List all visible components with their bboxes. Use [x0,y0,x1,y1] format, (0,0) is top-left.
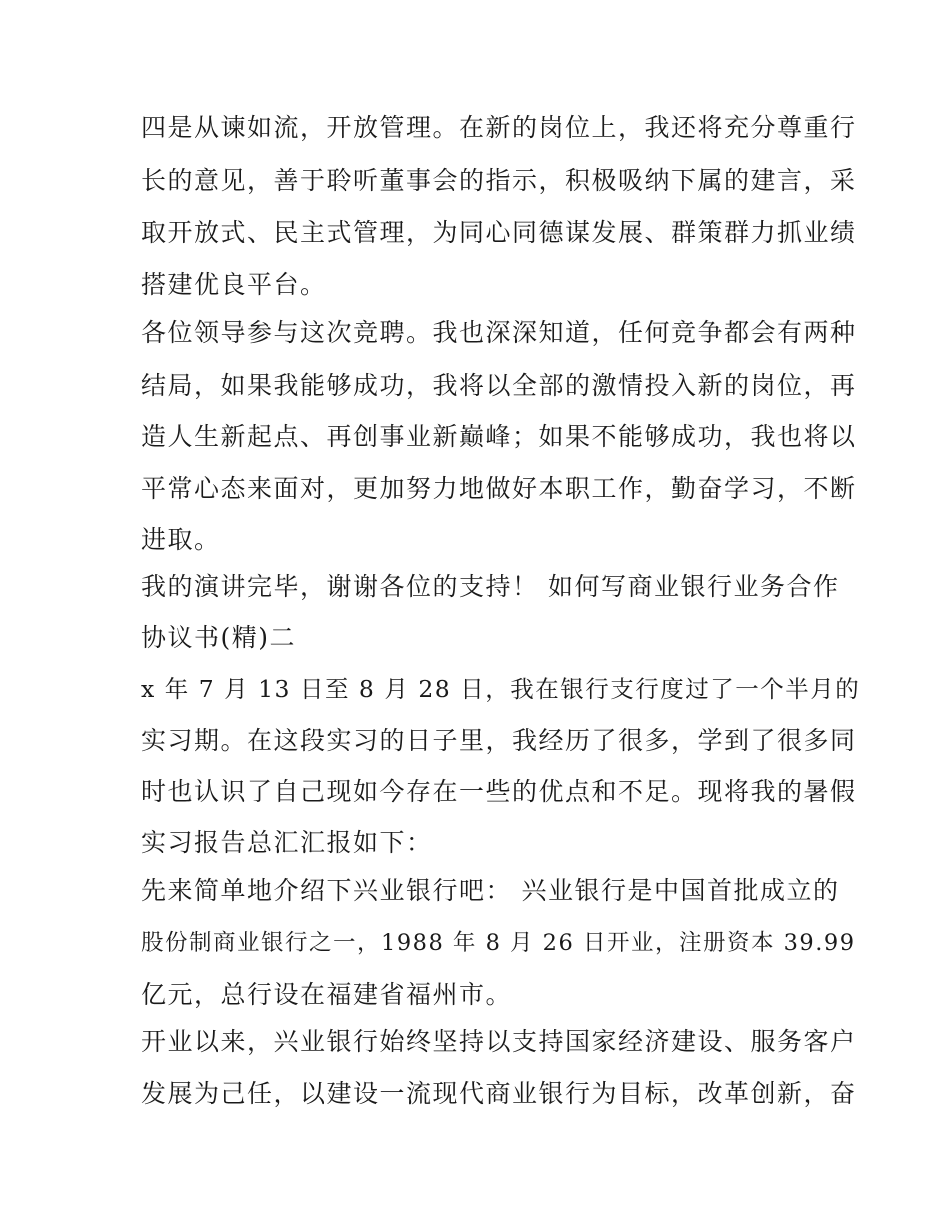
text-line: 四是从谏如流，开放管理。在新的岗位上，我还将充分尊重行 [141,113,857,142]
text-line: 协议书(精)二 [141,623,297,652]
text-line: 先来简单地介绍下兴业银行吧： 兴业银行是中国首批成立的 [141,876,840,905]
text-line: 我的演讲完毕，谢谢各位的支持！ 如何写商业银行业务合作 [141,572,840,601]
text-line: 实习期。在这段实习的日子里，我经历了很多，学到了很多同 [141,726,857,755]
text-line: 平常心态来面对，更加努力地做好本职工作，勤奋学习，不断 [141,474,857,503]
text-line: 结局，如果我能够成功，我将以全部的激情投入新的岗位，再 [141,371,857,400]
text-line: 搭建优良平台。 [141,270,327,299]
text-line: 进取。 [141,525,221,554]
text-line: 时也认识了自己现如今存在一些的优点和不足。现将我的暑假 [141,777,857,806]
text-line: 实习报告总汇汇报如下： [141,828,433,857]
text-line: 长的意见，善于聆听董事会的指示，积极吸纳下属的建言，采 [141,166,857,195]
text-line: x 年 7 月 13 日至 8 月 28 日，我在银行支行度过了一个半月的 [141,675,861,703]
text-line: 各位领导参与这次竞聘。我也深深知道，任何竞争都会有两种 [141,318,857,347]
text-line: 取开放式、民主式管理，为同心同德谋发展、群策群力抓业绩 [141,218,857,247]
text-line: 开业以来，兴业银行始终坚持以支持国家经济建设、服务客户 [141,1027,857,1056]
text-line: 发展为己任，以建设一流现代商业银行为目标，改革创新，奋 [141,1079,857,1108]
text-line: 股份制商业银行之一，1988 年 8 月 26 日开业，注册资本 39.99 [141,930,856,956]
text-line: 亿元，总行设在福建省福州市。 [141,980,513,1009]
text-line: 造人生新起点、再创事业新巅峰；如果不能够成功，我也将以 [141,422,857,451]
